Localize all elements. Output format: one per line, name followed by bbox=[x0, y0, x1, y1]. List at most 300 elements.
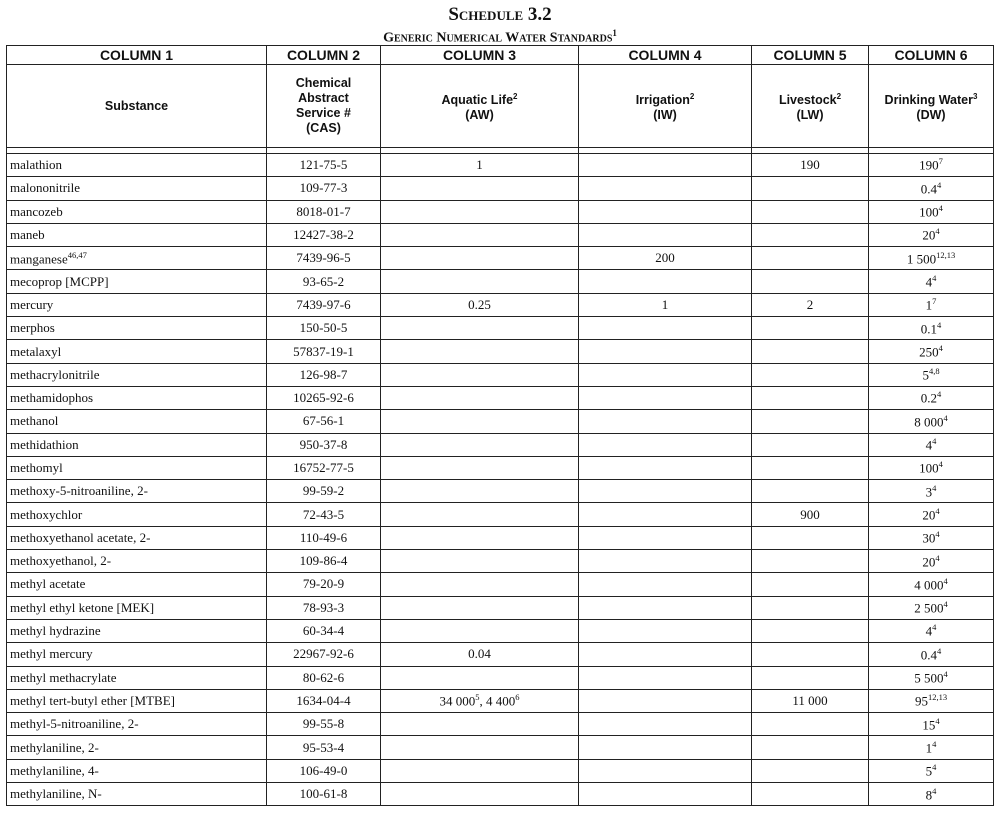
drinking-water-value: 15 bbox=[922, 716, 936, 732]
drinking-water-value: 100 bbox=[919, 460, 939, 476]
substance-cell bbox=[7, 503, 267, 526]
aquatic-life-cell bbox=[381, 736, 579, 759]
substance-cell bbox=[7, 293, 267, 316]
livestock-cell bbox=[752, 503, 869, 526]
livestock-cell bbox=[752, 643, 869, 666]
livestock-value: 2 bbox=[806, 296, 814, 312]
drinking-water-footnote: 4 bbox=[943, 669, 948, 680]
aquatic-life-footnote-2: 6 bbox=[515, 692, 520, 703]
drinking-water-value: 30 bbox=[922, 530, 936, 546]
cas-cell: 7439-96-5 bbox=[267, 247, 381, 270]
drinking-water-cell bbox=[869, 666, 994, 689]
drinking-water-footnote: 4 bbox=[932, 738, 937, 749]
irrigation-cell bbox=[579, 247, 752, 270]
cas-cell: 78-93-3 bbox=[267, 596, 381, 619]
drinking-water-cell bbox=[869, 759, 994, 782]
table-row bbox=[7, 410, 994, 433]
drinking-water-footnote: 4 bbox=[943, 575, 948, 586]
table-row bbox=[7, 270, 994, 293]
drinking-water-cell bbox=[869, 783, 994, 806]
substance-cell bbox=[7, 386, 267, 409]
irrigation-cell bbox=[579, 573, 752, 596]
schedule-title: Schedule 3.2 bbox=[448, 4, 552, 25]
substance-name: methanol bbox=[10, 413, 59, 429]
water-standards-table bbox=[6, 45, 994, 806]
column-label-line: Livestock bbox=[778, 93, 837, 108]
table-row bbox=[7, 363, 994, 386]
cas-cell: 110-49-6 bbox=[267, 526, 381, 549]
drinking-water-value: 250 bbox=[919, 344, 939, 360]
aquatic-life-cell bbox=[381, 503, 579, 526]
substance-name: methyl acetate bbox=[10, 576, 86, 592]
irrigation-cell bbox=[579, 480, 752, 503]
column-label-line: Substance bbox=[104, 98, 169, 113]
column-label-line: Drinking Water bbox=[884, 93, 973, 108]
irrigation-cell bbox=[579, 200, 752, 223]
cas-cell: 950-37-8 bbox=[267, 433, 381, 456]
livestock-value: 190 bbox=[800, 157, 820, 173]
table-row bbox=[7, 154, 994, 177]
column-description bbox=[381, 65, 579, 148]
drinking-water-cell bbox=[869, 270, 994, 293]
drinking-water-cell bbox=[869, 363, 994, 386]
table-row bbox=[7, 736, 994, 759]
substance-name: merphos bbox=[10, 320, 55, 336]
drinking-water-cell bbox=[869, 526, 994, 549]
irrigation-cell bbox=[579, 619, 752, 642]
drinking-water-value: 20 bbox=[922, 227, 936, 243]
schedule-subtitle bbox=[0, 25, 1000, 47]
cas-cell: 10265-92-6 bbox=[267, 386, 381, 409]
table-row bbox=[7, 759, 994, 782]
irrigation-cell bbox=[579, 456, 752, 479]
substance-name: methyl ethyl ketone [MEK] bbox=[10, 599, 155, 615]
irrigation-cell bbox=[579, 783, 752, 806]
aquatic-life-cell bbox=[381, 433, 579, 456]
drinking-water-cell bbox=[869, 550, 994, 573]
substance-name: methomyl bbox=[10, 460, 63, 475]
drinking-water-value: 190 bbox=[919, 157, 939, 173]
column-label-footnote: 2 bbox=[513, 91, 518, 101]
drinking-water-value: 4 bbox=[925, 274, 933, 290]
substance-name: methidathion bbox=[10, 436, 79, 452]
aquatic-life-cell bbox=[381, 363, 579, 386]
irrigation-cell bbox=[579, 596, 752, 619]
drinking-water-footnote: 4 bbox=[937, 179, 942, 190]
column-abbreviation: (IW) bbox=[653, 108, 677, 123]
drinking-water-cell bbox=[869, 200, 994, 223]
irrigation-cell bbox=[579, 689, 752, 712]
drinking-water-value: 5 bbox=[925, 763, 933, 779]
drinking-water-cell bbox=[869, 689, 994, 712]
drinking-water-footnote: 4 bbox=[938, 203, 943, 214]
column-description bbox=[579, 65, 752, 148]
livestock-cell bbox=[752, 759, 869, 782]
table-row bbox=[7, 689, 994, 712]
drinking-water-cell bbox=[869, 247, 994, 270]
cas-cell: 57837-19-1 bbox=[267, 340, 381, 363]
irrigation-cell bbox=[579, 503, 752, 526]
column-description bbox=[869, 65, 994, 148]
aquatic-life-cell bbox=[381, 270, 579, 293]
aquatic-life-cell bbox=[381, 643, 579, 666]
aquatic-life-cell bbox=[381, 713, 579, 736]
table-row bbox=[7, 480, 994, 503]
drinking-water-cell bbox=[869, 177, 994, 200]
livestock-cell bbox=[752, 340, 869, 363]
drinking-water-cell bbox=[869, 596, 994, 619]
substance-cell bbox=[7, 154, 267, 177]
drinking-water-cell bbox=[869, 340, 994, 363]
aquatic-life-cell bbox=[381, 550, 579, 573]
table-row bbox=[7, 223, 994, 246]
substance-cell bbox=[7, 689, 267, 712]
aquatic-life-cell bbox=[381, 783, 579, 806]
livestock-cell bbox=[752, 736, 869, 759]
substance-cell bbox=[7, 573, 267, 596]
substance-name: mancozeb bbox=[10, 203, 63, 219]
cas-cell: 22967-92-6 bbox=[267, 643, 381, 666]
substance-name: malononitrile bbox=[10, 180, 81, 196]
livestock-cell bbox=[752, 550, 869, 573]
livestock-value: 900 bbox=[800, 506, 820, 522]
drinking-water-value: 8 000 bbox=[914, 414, 944, 430]
livestock-cell bbox=[752, 689, 869, 712]
substance-name: mecoprop [MCPP] bbox=[10, 273, 109, 289]
substance-cell bbox=[7, 340, 267, 363]
substance-cell bbox=[7, 363, 267, 386]
aquatic-life-cell bbox=[381, 596, 579, 619]
table-row bbox=[7, 783, 994, 806]
drinking-water-cell bbox=[869, 736, 994, 759]
substance-cell bbox=[7, 526, 267, 549]
drinking-water-footnote: 4,8 bbox=[928, 366, 940, 377]
substance-name: methylaniline, 4- bbox=[10, 762, 99, 778]
column-heading: COLUMN 1 bbox=[7, 46, 267, 65]
column-heading-row bbox=[7, 46, 994, 65]
substance-name: methoxyethanol acetate, 2- bbox=[10, 529, 151, 545]
drinking-water-footnote: 4 bbox=[938, 459, 943, 470]
livestock-cell bbox=[752, 619, 869, 642]
drinking-water-value: 4 bbox=[925, 437, 933, 453]
cas-cell: 8018-01-7 bbox=[267, 200, 381, 223]
livestock-cell bbox=[752, 783, 869, 806]
livestock-cell bbox=[752, 177, 869, 200]
column-abbreviation: (AW) bbox=[465, 108, 494, 123]
aquatic-life-cell bbox=[381, 177, 579, 200]
table-row bbox=[7, 596, 994, 619]
column-abbreviation: (CAS) bbox=[306, 121, 341, 135]
aquatic-life-footnote: 5 bbox=[475, 692, 480, 703]
aquatic-life-value: 1 bbox=[476, 157, 483, 173]
cas-cell: 67-56-1 bbox=[267, 410, 381, 433]
drinking-water-value: 8 bbox=[925, 786, 933, 802]
table-row bbox=[7, 247, 994, 270]
substance-name: methamidophos bbox=[10, 390, 94, 406]
column-heading: COLUMN 2 bbox=[267, 46, 381, 65]
table-body bbox=[7, 154, 994, 806]
irrigation-cell bbox=[579, 759, 752, 782]
aquatic-life-cell bbox=[381, 666, 579, 689]
drinking-water-value: 0.2 bbox=[920, 390, 937, 406]
aquatic-life-value: 0.25 bbox=[468, 296, 491, 312]
table-row bbox=[7, 643, 994, 666]
drinking-water-footnote: 4 bbox=[937, 389, 942, 400]
aquatic-life-cell bbox=[381, 480, 579, 503]
column-heading: COLUMN 5 bbox=[752, 46, 869, 65]
subtitle-footnote: 1 bbox=[612, 28, 617, 38]
substance-cell bbox=[7, 317, 267, 340]
substance-cell bbox=[7, 736, 267, 759]
table-row bbox=[7, 713, 994, 736]
drinking-water-value: 1 bbox=[925, 297, 933, 313]
livestock-cell bbox=[752, 596, 869, 619]
cas-cell: 1634-04-4 bbox=[267, 689, 381, 712]
table-row bbox=[7, 619, 994, 642]
livestock-cell bbox=[752, 433, 869, 456]
drinking-water-cell bbox=[869, 480, 994, 503]
livestock-cell bbox=[752, 154, 869, 177]
substance-name: maneb bbox=[10, 227, 45, 243]
drinking-water-value: 4 bbox=[925, 623, 933, 639]
aquatic-life-cell bbox=[381, 223, 579, 246]
livestock-value: 11 000 bbox=[792, 692, 828, 708]
substance-cell bbox=[7, 456, 267, 479]
substance-cell bbox=[7, 783, 267, 806]
table-row bbox=[7, 666, 994, 689]
aquatic-life-cell bbox=[381, 619, 579, 642]
livestock-cell bbox=[752, 386, 869, 409]
irrigation-cell bbox=[579, 223, 752, 246]
drinking-water-value: 2 500 bbox=[914, 600, 944, 616]
column-description-row bbox=[7, 65, 994, 148]
cas-cell: 150-50-5 bbox=[267, 317, 381, 340]
substance-cell bbox=[7, 550, 267, 573]
aquatic-life-cell bbox=[381, 200, 579, 223]
drinking-water-footnote: 4 bbox=[932, 482, 937, 493]
cas-cell: 95-53-4 bbox=[267, 736, 381, 759]
substance-cell bbox=[7, 643, 267, 666]
table-row bbox=[7, 526, 994, 549]
table-row bbox=[7, 573, 994, 596]
column-label-footnote: 2 bbox=[836, 91, 842, 101]
irrigation-cell bbox=[579, 293, 752, 316]
substance-cell bbox=[7, 223, 267, 246]
substance-footnote: 46,47 bbox=[67, 249, 87, 260]
drinking-water-cell bbox=[869, 619, 994, 642]
aquatic-life-cell bbox=[381, 340, 579, 363]
column-label-footnote: 3 bbox=[972, 91, 978, 101]
substance-name: methyl-5-nitroaniline, 2- bbox=[10, 716, 139, 732]
irrigation-cell bbox=[579, 550, 752, 573]
substance-name: malathion bbox=[10, 157, 62, 173]
substance-name: methyl hydrazine bbox=[10, 623, 101, 639]
column-label-line: Irrigation bbox=[635, 93, 690, 108]
substance-cell bbox=[7, 247, 267, 270]
aquatic-life-cell bbox=[381, 317, 579, 340]
drinking-water-cell bbox=[869, 386, 994, 409]
aquatic-life-value-2: 4 400 bbox=[486, 693, 516, 709]
subtitle-text: Generic Numerical Water Standards bbox=[383, 30, 613, 46]
drinking-water-footnote: 7 bbox=[932, 296, 937, 307]
livestock-cell bbox=[752, 270, 869, 293]
substance-name: methylaniline, 2- bbox=[10, 739, 99, 755]
aquatic-life-cell: 34 $000^5$, 4 $400^6$ bbox=[381, 689, 579, 712]
drinking-water-footnote: 4 bbox=[943, 412, 948, 423]
substance-cell bbox=[7, 666, 267, 689]
cas-cell: 99-59-2 bbox=[267, 480, 381, 503]
drinking-water-cell bbox=[869, 223, 994, 246]
column-heading: COLUMN 4 bbox=[579, 46, 752, 65]
aquatic-life-cell bbox=[381, 759, 579, 782]
substance-cell bbox=[7, 619, 267, 642]
table-row bbox=[7, 386, 994, 409]
substance-name: methylaniline, N- bbox=[10, 786, 102, 802]
drinking-water-footnote: 4 bbox=[937, 319, 942, 330]
drinking-water-footnote: 4 bbox=[935, 226, 940, 237]
table-row bbox=[7, 177, 994, 200]
substance-cell bbox=[7, 480, 267, 503]
cas-cell: 100-61-8 bbox=[267, 783, 381, 806]
drinking-water-value: 4 000 bbox=[914, 577, 944, 593]
substance-name: methoxyethanol, 2- bbox=[10, 553, 112, 569]
table-row bbox=[7, 456, 994, 479]
substance-cell bbox=[7, 177, 267, 200]
drinking-water-value: 5 bbox=[922, 367, 929, 383]
substance-cell bbox=[7, 713, 267, 736]
substance-name: methacrylonitrile bbox=[10, 366, 100, 382]
aquatic-life-value: 0.04 bbox=[468, 646, 491, 662]
drinking-water-footnote: 4 bbox=[938, 342, 943, 353]
column-description bbox=[7, 65, 267, 148]
drinking-water-cell bbox=[869, 503, 994, 526]
drinking-water-value: 0.4 bbox=[920, 647, 937, 663]
aquatic-life-cell bbox=[381, 526, 579, 549]
livestock-cell bbox=[752, 200, 869, 223]
substance-name: methoxy-5-nitroaniline, 2- bbox=[10, 483, 148, 499]
substance-name: mercury bbox=[10, 296, 54, 312]
column-label-line: Aquatic Life bbox=[441, 93, 514, 108]
drinking-water-footnote: 12,13 bbox=[927, 692, 948, 703]
table-row bbox=[7, 317, 994, 340]
cas-cell: 72-43-5 bbox=[267, 503, 381, 526]
column-label-line: Abstract bbox=[298, 91, 349, 105]
drinking-water-value: 5 500 bbox=[914, 670, 944, 686]
substance-name: methyl methacrylate bbox=[10, 669, 117, 685]
substance-cell bbox=[7, 270, 267, 293]
drinking-water-cell bbox=[869, 643, 994, 666]
irrigation-cell bbox=[579, 340, 752, 363]
drinking-water-value: 1 500 bbox=[906, 251, 937, 266]
cas-cell: 99-55-8 bbox=[267, 713, 381, 736]
drinking-water-value: 3 bbox=[925, 483, 933, 499]
drinking-water-footnote: 4 bbox=[943, 599, 948, 610]
livestock-cell bbox=[752, 247, 869, 270]
table-row bbox=[7, 200, 994, 223]
drinking-water-value: 0.1 bbox=[920, 320, 937, 336]
aquatic-life-cell bbox=[381, 456, 579, 479]
irrigation-cell bbox=[579, 154, 752, 177]
substance-cell bbox=[7, 596, 267, 619]
substance-name: metalaxyl bbox=[10, 343, 62, 359]
drinking-water-footnote: 4 bbox=[932, 762, 937, 773]
drinking-water-cell bbox=[869, 573, 994, 596]
cas-cell: 126-98-7 bbox=[267, 363, 381, 386]
drinking-water-footnote: 4 bbox=[937, 645, 942, 656]
livestock-cell bbox=[752, 363, 869, 386]
cas-cell: 121-75-5 bbox=[267, 154, 381, 177]
drinking-water-footnote: 4 bbox=[935, 505, 940, 516]
substance-name: manganese bbox=[10, 251, 68, 266]
aquatic-life-value: 34 000 bbox=[439, 693, 476, 709]
cas-cell: 93-65-2 bbox=[267, 270, 381, 293]
drinking-water-cell bbox=[869, 433, 994, 456]
drinking-water-footnote: 7 bbox=[938, 156, 943, 167]
aquatic-life-cell bbox=[381, 154, 579, 177]
cas-cell: 106-49-0 bbox=[267, 759, 381, 782]
table-row bbox=[7, 433, 994, 456]
livestock-cell bbox=[752, 526, 869, 549]
aquatic-life-cell bbox=[381, 386, 579, 409]
column-heading: COLUMN 6 bbox=[869, 46, 994, 65]
cas-cell: 109-86-4 bbox=[267, 550, 381, 573]
substance-cell bbox=[7, 410, 267, 433]
drinking-water-cell bbox=[869, 154, 994, 177]
aquatic-life-cell bbox=[381, 573, 579, 596]
livestock-cell bbox=[752, 666, 869, 689]
column-label-footnote: 2 bbox=[689, 91, 695, 101]
cas-cell: 12427-38-2 bbox=[267, 223, 381, 246]
aquatic-life-cell bbox=[381, 247, 579, 270]
cas-cell: 80-62-6 bbox=[267, 666, 381, 689]
irrigation-cell bbox=[579, 736, 752, 759]
irrigation-cell bbox=[579, 526, 752, 549]
drinking-water-value: 0.4 bbox=[920, 181, 937, 197]
drinking-water-footnote: 4 bbox=[932, 785, 937, 796]
irrigation-cell bbox=[579, 386, 752, 409]
irrigation-cell bbox=[579, 363, 752, 386]
irrigation-cell bbox=[579, 643, 752, 666]
substance-name: methyl tert-butyl ether [MTBE] bbox=[10, 692, 175, 708]
cas-cell: 109-77-3 bbox=[267, 177, 381, 200]
drinking-water-footnote: 4 bbox=[932, 622, 937, 633]
drinking-water-value: 20 bbox=[922, 553, 936, 569]
drinking-water-cell bbox=[869, 713, 994, 736]
irrigation-value: 200 bbox=[655, 250, 675, 266]
drinking-water-cell bbox=[869, 456, 994, 479]
livestock-cell bbox=[752, 317, 869, 340]
table-row bbox=[7, 340, 994, 363]
drinking-water-value: 100 bbox=[919, 204, 939, 220]
livestock-cell bbox=[752, 456, 869, 479]
substance-cell bbox=[7, 433, 267, 456]
column-description bbox=[752, 65, 869, 148]
drinking-water-footnote: 4 bbox=[935, 529, 940, 540]
irrigation-value: 1 bbox=[661, 296, 669, 312]
irrigation-cell bbox=[579, 713, 752, 736]
column-label-line: Chemical bbox=[295, 76, 352, 90]
table-row bbox=[7, 293, 994, 316]
cas-cell: 16752-77-5 bbox=[267, 456, 381, 479]
substance-cell bbox=[7, 759, 267, 782]
livestock-cell bbox=[752, 410, 869, 433]
column-label-line: Service # bbox=[296, 106, 351, 120]
cas-cell: 7439-97-6 bbox=[267, 293, 381, 316]
drinking-water-cell bbox=[869, 410, 994, 433]
column-abbreviation: (LW) bbox=[796, 108, 824, 123]
livestock-cell bbox=[752, 293, 869, 316]
livestock-cell bbox=[752, 573, 869, 596]
